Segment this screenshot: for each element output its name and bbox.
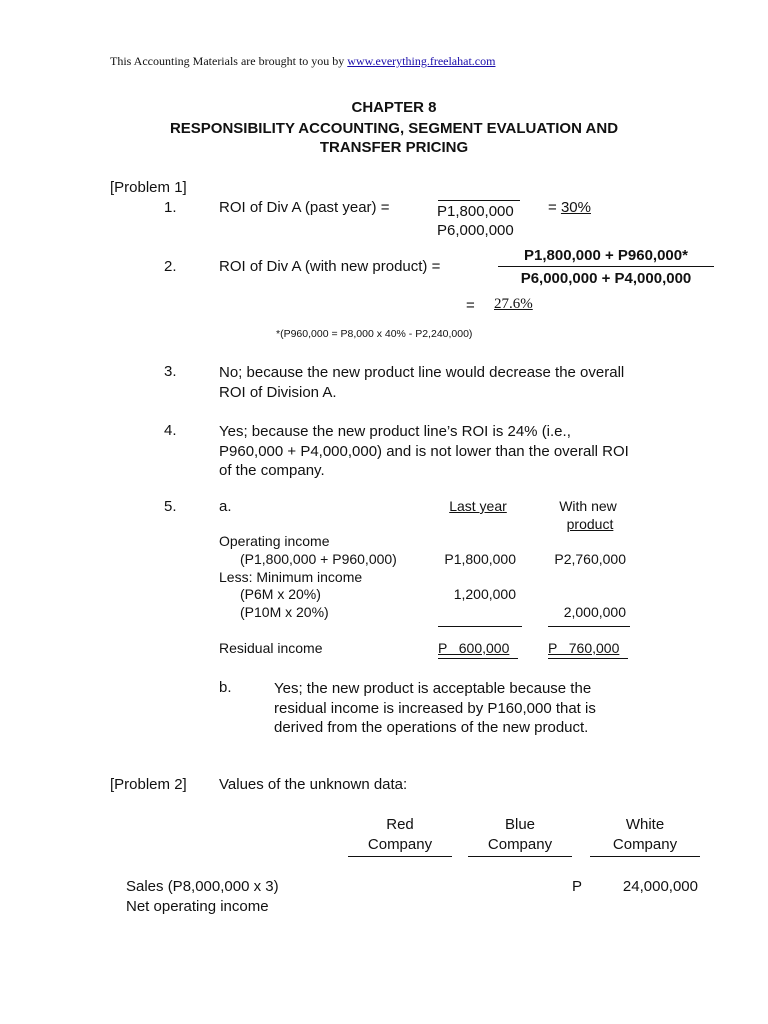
item2-text: ROI of Div A (with new product) = — [219, 258, 441, 275]
item2-result: 27.6% — [494, 296, 533, 312]
item3-number: 3. — [164, 363, 177, 380]
item1-text: ROI of Div A (past year) = — [219, 199, 390, 216]
item2-equals: = — [466, 297, 475, 314]
white-company-header-line2: Company — [612, 836, 678, 853]
item1-fraction-bar — [438, 200, 520, 201]
source-note — [110, 54, 495, 69]
sales-currency: P — [572, 878, 583, 895]
white-company-header-line1: White — [625, 816, 665, 833]
item5-number: 5. — [164, 498, 177, 515]
problem2-label: [Problem 2] — [110, 776, 187, 793]
blue-company-header-line1: Blue — [504, 816, 536, 833]
operating-income-new: P2,760,000 — [554, 551, 626, 567]
item4-text: Yes; because the new product line’s ROI is 24% (i.e., P960,000 + P4,000,000) and is not lower than the overall ROI of the company. — [219, 423, 629, 479]
sales-label: Sales (P8,000,000 x 3) — [126, 878, 279, 895]
operating-income-last: P1,800,000 — [444, 551, 516, 567]
col-new-product-header-line2: product — [566, 516, 614, 532]
problem1-label: [Problem 1] — [110, 179, 187, 196]
new-product-double-rule — [548, 658, 628, 659]
operating-income-detail: (P1,800,000 + P960,000) — [240, 551, 397, 567]
problem2-intro: Values of the unknown data: — [219, 776, 408, 793]
item5-part-a: a. — [219, 498, 232, 515]
white-company-header-rule — [590, 856, 700, 857]
item5-part-b-text: Yes; the new product is acceptable because the residual income is increased by P160,000 that is derived from the operations of the new product. — [274, 680, 596, 736]
item1-numerator: P1,800,000 — [437, 203, 514, 220]
item2-number: 2. — [164, 258, 177, 275]
item2-fraction-bar — [498, 266, 714, 267]
item1-result: 30% — [560, 199, 591, 216]
operating-income-label: Operating income — [219, 533, 330, 549]
new-product-subtotal-rule — [548, 626, 630, 627]
col-last-year-header: Last year — [449, 498, 507, 514]
source-note-prefix: This Accounting Materials are brought to you by — [110, 54, 348, 68]
item2-denominator: P6,000,000 + P4,000,000 — [520, 270, 692, 287]
minimum-income-new: 2,000,000 — [563, 604, 626, 620]
item1-equals: = 30% — [548, 199, 591, 216]
minimum-income-detail-last: (P6M x 20%) — [240, 586, 321, 602]
last-year-double-rule — [438, 658, 518, 659]
red-company-header-line1: Red — [386, 816, 414, 833]
source-link[interactable]: www.everything.freelahat.com — [347, 54, 496, 68]
sales-value: 24,000,000 — [622, 878, 698, 895]
chapter-title-line1: RESPONSIBILITY ACCOUNTING, SEGMENT EVALUATION AND — [169, 120, 619, 137]
minimum-income-detail-new: (P10M x 20%) — [240, 604, 329, 620]
minimum-income-label: Less: Minimum income — [219, 569, 363, 585]
item2-footnote: *(P960,000 = P8,000 x 40% - P2,240,000) — [276, 328, 473, 340]
chapter-number: CHAPTER 8 — [351, 99, 437, 116]
item1-number: 1. — [164, 199, 177, 216]
item4-number: 4. — [164, 422, 177, 439]
residual-income-new: P 760,000 — [548, 640, 620, 656]
col-new-product-header-line1: With new — [559, 498, 617, 514]
red-company-header-rule — [348, 856, 452, 857]
chapter-title-line2: TRANSFER PRICING — [319, 139, 469, 156]
minimum-income-last: 1,200,000 — [453, 586, 516, 602]
residual-income-label: Residual income — [219, 640, 323, 656]
blue-company-header-rule — [468, 856, 572, 857]
last-year-subtotal-rule — [438, 626, 522, 627]
residual-income-last: P 600,000 — [438, 640, 510, 656]
item2-numerator: P1,800,000 + P960,000* — [524, 247, 688, 264]
net-operating-income-label: Net operating income — [126, 898, 269, 915]
item5-part-b: b. — [219, 679, 232, 696]
red-company-header-line2: Company — [367, 836, 433, 853]
blue-company-header-line2: Company — [487, 836, 553, 853]
item1-denominator: P6,000,000 — [437, 222, 514, 239]
item3-text: No; because the new product line would decrease the overall ROI of Division A. — [219, 364, 625, 401]
